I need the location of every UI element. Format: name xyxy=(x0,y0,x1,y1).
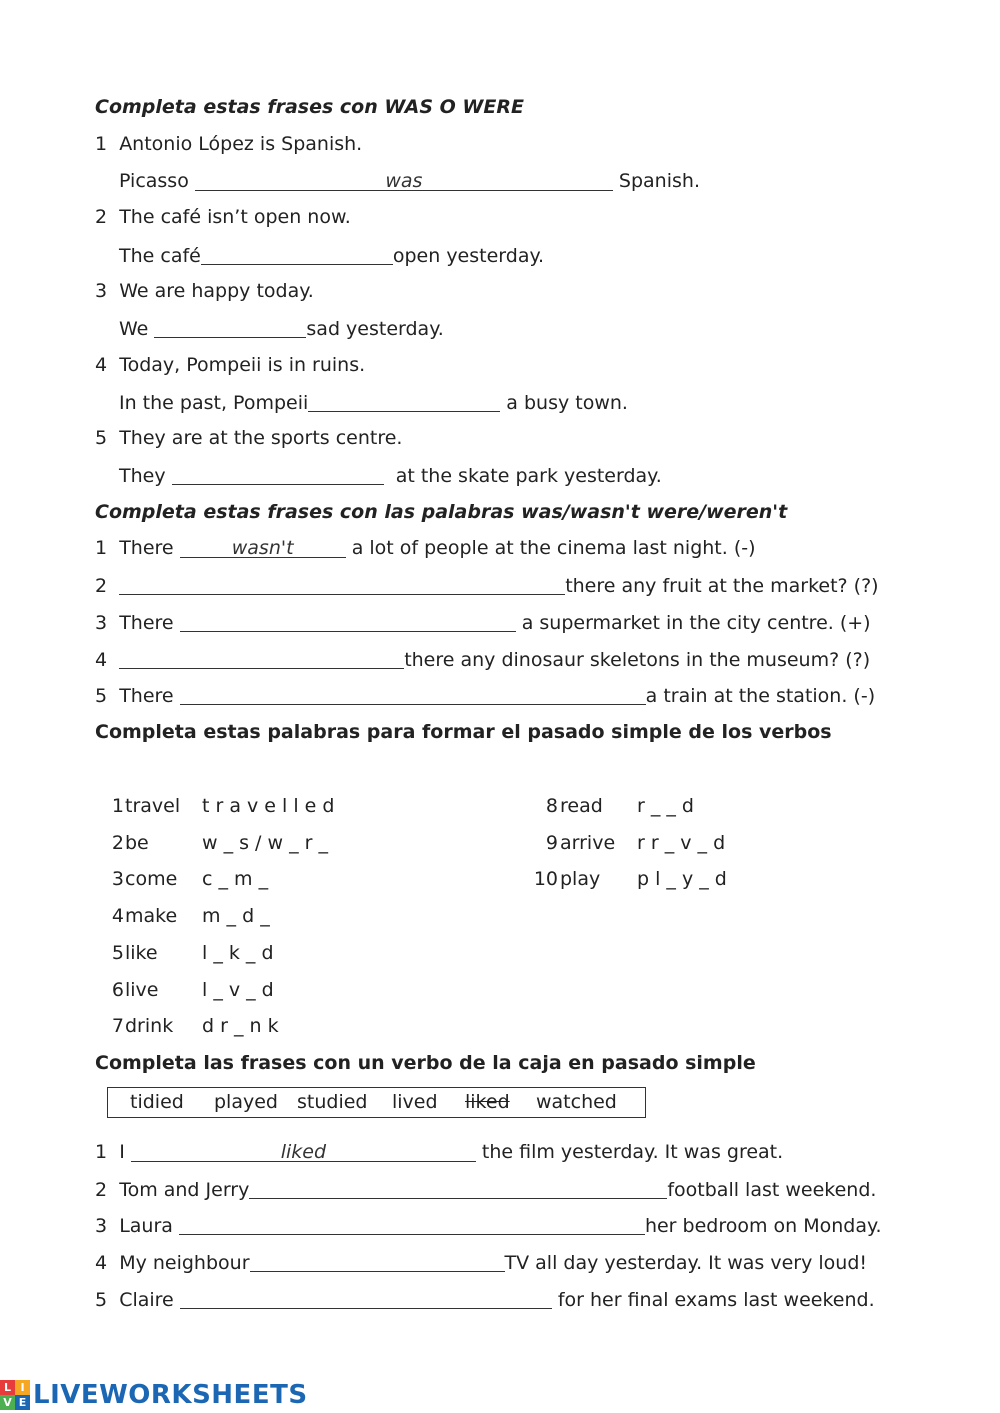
answer-field[interactable] xyxy=(201,244,393,265)
verb-past-pattern[interactable]: w _ s / w _ r _ xyxy=(202,832,328,854)
verb-number: 4 xyxy=(111,905,124,927)
verb-number: 8 xyxy=(545,795,558,817)
verb-past-pattern[interactable]: p l _ y _ d xyxy=(637,868,727,890)
section4-heading: Completa las frases con un verbo de la caja en pasado simple xyxy=(95,1052,756,1074)
verb-past-pattern[interactable]: r r _ v _ d xyxy=(637,832,726,854)
answer-field[interactable] xyxy=(172,464,384,485)
s2-item2: 2 there any fruit at the market? (?) xyxy=(95,575,879,597)
s4-item2: 2 Tom and Jerry football last weekend. xyxy=(95,1179,877,1201)
answer-field[interactable] xyxy=(180,684,646,705)
box-word-liked: liked xyxy=(465,1091,510,1113)
answer-field[interactable] xyxy=(119,648,404,669)
liveworksheets-logo[interactable] xyxy=(0,1380,308,1410)
s2-item5: 5 There a train at the station. (-) xyxy=(95,685,876,707)
verb-base: like xyxy=(125,942,158,964)
answer-field[interactable] xyxy=(179,1214,645,1235)
verb-past-pattern[interactable]: m _ d _ xyxy=(202,905,270,927)
box-word-watched: watched xyxy=(536,1091,617,1113)
s1-item2-answer-line: The café open yesterday. xyxy=(119,245,545,267)
verb-number: 2 xyxy=(111,832,124,854)
verb-number: 3 xyxy=(111,868,124,890)
verb-past-pattern[interactable]: r _ _ d xyxy=(637,795,694,817)
verb-base: play xyxy=(560,868,601,890)
answer-field[interactable] xyxy=(154,317,306,338)
box-word-tidied: tidied xyxy=(130,1091,184,1113)
s1-item5-answer-line: They at the skate park yesterday. xyxy=(119,465,662,487)
s1-item5-stmt: 5 They are at the sports centre. xyxy=(95,427,403,449)
answer-field[interactable]: was xyxy=(195,170,613,191)
s1-item1-stmt: 1 Antonio López is Spanish. xyxy=(95,133,363,155)
verb-number: 9 xyxy=(545,832,558,854)
s1-item4-answer-line: In the past, Pompeii a busy town. xyxy=(119,392,628,414)
verb-past-pattern[interactable]: l _ v _ d xyxy=(202,979,274,1001)
logo-badge-icon: L I V E xyxy=(0,1380,30,1410)
verb-past-pattern[interactable]: t r a v e l l e d xyxy=(202,795,335,817)
s1-item4-stmt: 4 Today, Pompeii is in ruins. xyxy=(95,354,366,376)
answer-field[interactable]: wasn't xyxy=(180,537,346,558)
verb-number: 6 xyxy=(111,979,124,1001)
s4-item5: 5 Claire for her final exams last weekend. xyxy=(95,1289,875,1311)
box-word-studied: studied xyxy=(297,1091,368,1113)
verb-past-pattern[interactable]: d r _ n k xyxy=(202,1015,279,1037)
logo-text: LIVEWORKSHEETS xyxy=(33,1380,308,1410)
verb-base: come xyxy=(125,868,178,890)
answer-field[interactable] xyxy=(180,611,516,632)
verb-base: live xyxy=(125,979,159,1001)
s2-item3: 3 There a supermarket in the city centre. (+) xyxy=(95,612,871,634)
verb-base: arrive xyxy=(560,832,616,854)
box-word-played: played xyxy=(214,1091,278,1113)
verb-past-pattern[interactable]: c _ m _ xyxy=(202,868,269,890)
section1-heading: Completa estas frases con WAS O WERE xyxy=(95,96,524,118)
s4-item3: 3 Laura her bedroom on Monday. xyxy=(95,1215,882,1237)
answer-field[interactable] xyxy=(119,574,565,595)
verb-number: 7 xyxy=(111,1015,124,1037)
verb-base: read xyxy=(560,795,603,817)
s4-item4: 4 My neighbour TV all day yesterday. It was very loud! xyxy=(95,1252,868,1274)
s4-item1: 1 I liked the film yesterday. It was great. xyxy=(95,1141,784,1163)
box-word-lived: lived xyxy=(392,1091,438,1113)
verb-number: 10 xyxy=(533,868,558,890)
answer-field[interactable] xyxy=(250,1251,505,1272)
verb-base: travel xyxy=(125,795,181,817)
verb-number: 1 xyxy=(111,795,124,817)
section3-heading: Completa estas palabras para formar el pasado simple de los verbos xyxy=(95,721,832,743)
answer-field[interactable] xyxy=(249,1178,667,1199)
s1-item3-stmt: 3 We are happy today. xyxy=(95,280,314,302)
answer-field[interactable]: liked xyxy=(131,1141,476,1162)
answer-field[interactable] xyxy=(180,1288,552,1309)
section2-heading: Completa estas frases con las palabras was/wasn't were/weren't xyxy=(95,501,788,523)
verb-number: 5 xyxy=(111,942,124,964)
verb-base: drink xyxy=(125,1015,174,1037)
s1-item3-answer-line: We sad yesterday. xyxy=(119,318,444,340)
s2-item1: 1 There wasn't a lot of people at the cinema last night. (-) xyxy=(95,537,756,559)
s1-item2-stmt: 2 The café isn’t open now. xyxy=(95,206,351,228)
verb-past-pattern[interactable]: l _ k _ d xyxy=(202,942,274,964)
verb-base: be xyxy=(125,832,149,854)
verb-base: make xyxy=(125,905,178,927)
answer-field[interactable] xyxy=(308,391,500,412)
s2-item4: 4 there any dinosaur skeletons in the museum? (?) xyxy=(95,649,871,671)
s1-item1-answer-line: Picasso was Spanish. xyxy=(119,170,700,192)
